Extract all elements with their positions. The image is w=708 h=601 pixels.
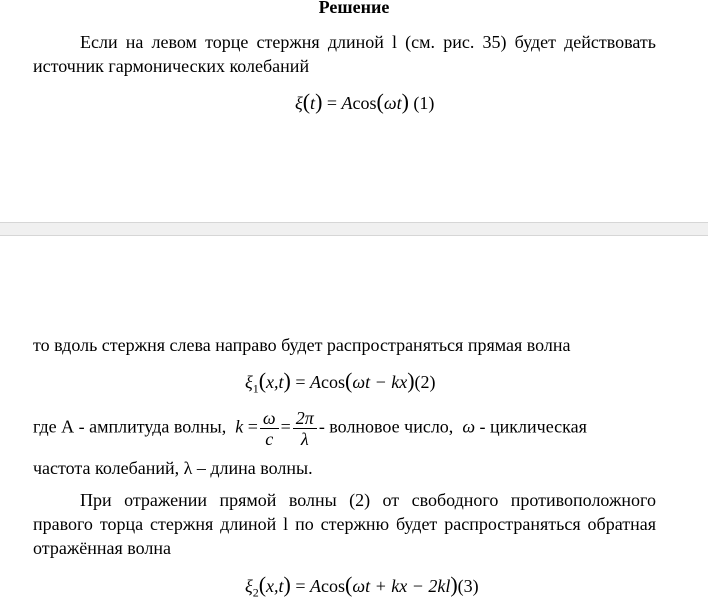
paragraph-direct-wave: то вдоль стержня слева направо будет распространяться прямая волна: [33, 335, 571, 355]
paragraph-source: Если на левом торце стержня длиной l (см. рис. 35) будет действовать источник гармонических колебаний: [33, 32, 656, 76]
paragraph-frequency: частота колебаний, λ – длина волны.: [33, 458, 313, 478]
fraction-omega-over-c: $\frac{\omega}{c}$: [260, 408, 279, 449]
xi-symbol: ξ: [295, 93, 303, 113]
equation-3: $\xi_2(x,t) = Acos(\omega t$ + kx − 2kl)(3): [245, 572, 479, 600]
section-heading: Решение: [318, 0, 390, 17]
equation-1: ξ(t) = Acos(ωt) (1): [295, 89, 435, 114]
page-separator: [0, 222, 708, 236]
document-page-1: [0, 0, 708, 222]
document-page-2: [0, 236, 708, 600]
fraction-2pi-over-lambda: $\frac{2\pi}{\lambda}$: [293, 408, 317, 449]
equation-2-number: (2): [414, 372, 436, 392]
paragraph-wave-number: где А - амплитуда волны, k = $\frac{\omega}{c}$ = $\frac{2\pi}{\lambda}$ - волновое число, ω - циклическая: [33, 408, 587, 449]
equation-3-number: (3): [457, 576, 479, 596]
equation-2: $\xi_1(x,t) = Acos(\omega t - kx)(2)$: [245, 368, 436, 396]
equation-1-number: (1): [413, 93, 435, 113]
paragraph-reflection: При отражении прямой волны (2) от свободного противоположного правого торца стержня длиной l по стержню будет распространяться обратная отражённая волна: [33, 490, 656, 558]
